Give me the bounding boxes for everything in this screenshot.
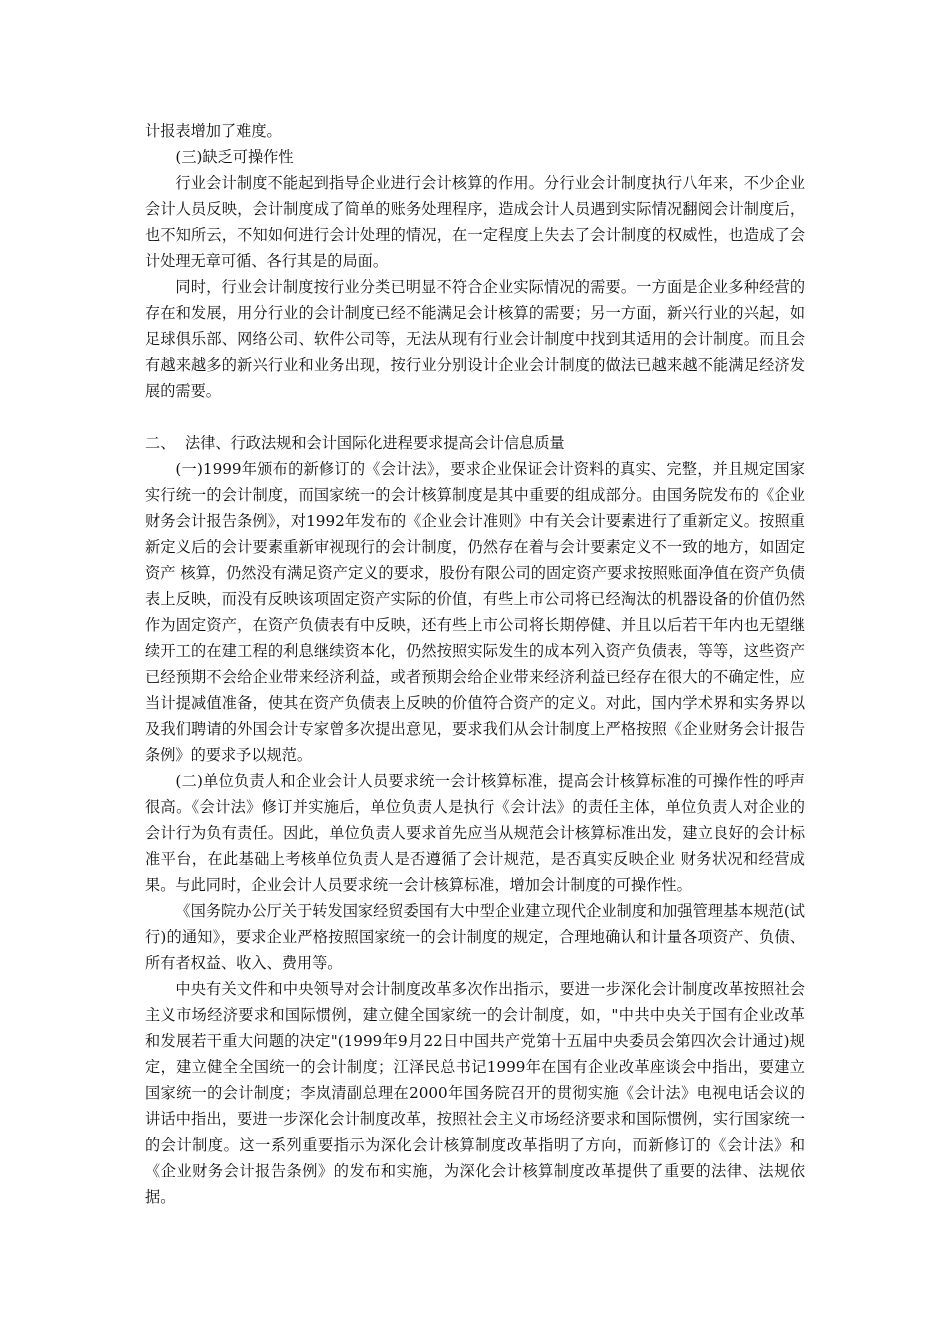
paragraph: (一)1999年颁布的新修订的《会计法》，要求企业保证会计资料的真实、完整，并且规定国家实行统一的会计制度，而国家统一的会计核算制度是其中重要的组成部分。由国务院发布的《企业财务会计报告条例》，对1992年发布的《企业会计准则》中有关会计要素进行了重新定义。按照重新定义后的会计要素重新审视现行的会计制度，仍然存在着与会计要素定义不一致的地方，如固定资产 核算，仍然没有满足资产定义的要求，股份有限公司的固定资产要求按照账面净值在资产负债表上反映，而没有反映该项固定资产实际的价值，有些上市公司将已经淘汰的机器设备的价值仍然作为固定资产，在资产负债表有中反映，还有些上市公司将长期停健、并且以后若干年内也无望继续开工的在建工程的利息继续资本化，仍然按照实际发生的成本列入资产负债表，等等，这些资产已经预期不会给企业带来经济利益，或者预期会给企业带来经济利益已经存在很大的不确定性，应当计提减值准备，使其在资产负债表上反映的价值符合资产的定义。对此，国内学术界和实务界以及我们聘请的外国会计专家曾多次提出意见，要求我们从会计制度上严格按照《企业财务会计报告条例》的要求予以规范。 [145,460,805,764]
document-body [145,118,805,1210]
section-heading: 二、 法律、行政法规和会计国际化进程要求提高会计信息质量 [145,434,565,452]
paragraph: (二)单位负责人和企业会计人员要求统一会计核算标准，提高会计核算标准的可操作性的呼声很高。《会计法》修订并实施后，单位负责人是执行《会计法》的责任主体，单位负责人对企业的会计行为负有责任。因此，单位负责人要求首先应当从规范会计核算标准出发，建立良好的会计标准平台，在此基础上考核单位负责人是否遵循了会计规范，是否真实反映企业 财务状况和经营成果。与此同时，企业会计人员要求统一会计核算标准，增加会计制度的可操作性。 [145,772,805,894]
subheading-lack-of-operability: (三)缺乏可操作性 [175,148,294,166]
paragraph: 中央有关文件和中央领导对会计制度改革多次作出指示，要进一步深化会计制度改革按照社会主义市场经济要求和国际惯例，建立健全国家统一的会计制度，如，"中共中央关于国有企业改革和发展若干重大问题的决定"(1999年9月22日中国共产党第十五届中央委员会第四次会计通过)规定，建立健全全国统一的会计制度；江泽民总书记1999年在国有企业改革座谈会中指出，要建立国家统一的会计制度；李岚清副总理在2000年国务院召开的贯彻实施《会计法》电视电话会议的讲话中指出，要进一步深化会计制度改革，按照社会主义市场经济要求和国际惯例，实行国家统一的会计制度。这一系列重要指示为深化会计核算制度改革指明了方向，而新修订的《会计法》和《企业财务会计报告条例》的发布和实施，为深化会计核算制度改革提供了重要的法律、法规依据。 [145,980,805,1206]
blank-line [145,404,805,430]
paragraph-continuation: 计报表增加了难度。 [145,122,282,140]
paragraph: 同时，行业会计制度按行业分类已明显不符合企业实际情况的需要。一方面是企业多种经营的存在和发展，用分行业的会计制度已经不能满足会计核算的需要；另一方面，新兴行业的兴起，如足球俱乐部、网络公司、软件公司等，无法从现有行业会计制度中找到其适用的会计制度。而且会有越来越多的新兴行业和业务出现，按行业分别设计企业会计制度的做法已越来越不能满足经济发展的需要。 [145,278,805,400]
paragraph: 行业会计制度不能起到指导企业进行会计核算的作用。分行业会计制度执行八年来，不少企业会计人员反映，会计制度成了简单的账务处理程序，造成会计人员遇到实际情况翻阅会计制度后，也不知所云，不知如何进行会计处理的情况，在一定程度上失去了会计制度的权威性，也造成了会计处理无章可循、各行其是的局面。 [145,174,805,270]
paragraph: 《国务院办公厅关于转发国家经贸委国有大中型企业建立现代企业制度和加强管理基本规范(试行)的通知》，要求企业严格按照国家统一的会计制度的规定，合理地确认和计量各项资产、负债、所有者权益、收入、费用等。 [145,902,805,972]
